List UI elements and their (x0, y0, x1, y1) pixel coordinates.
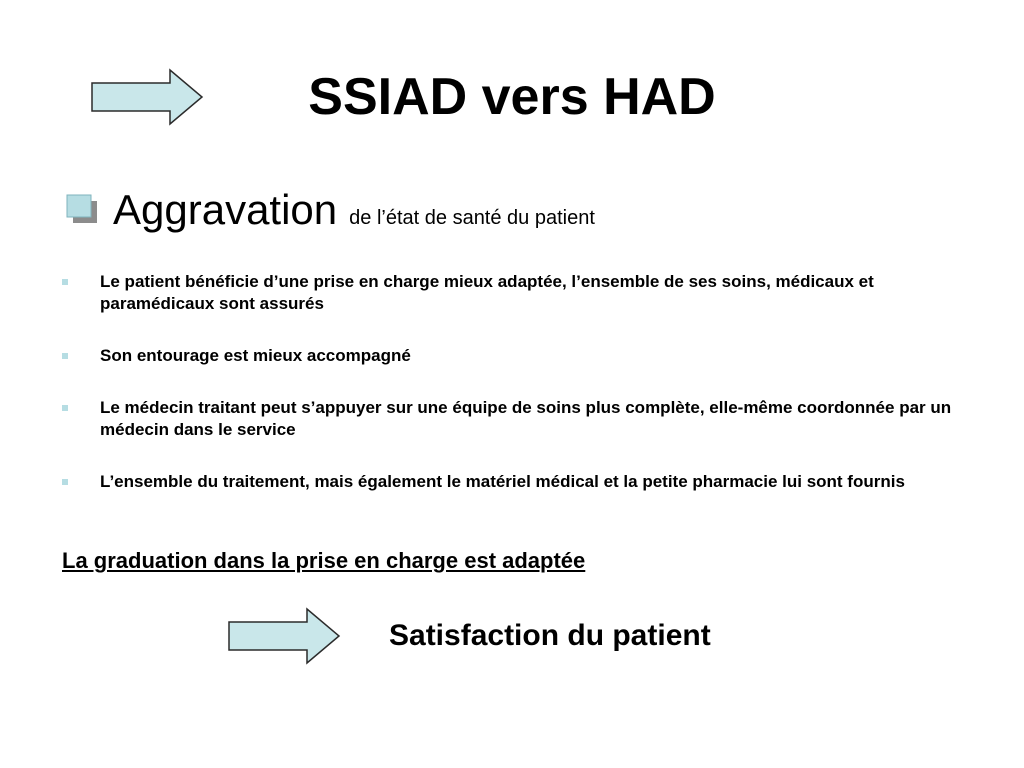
section-heading (65, 182, 595, 238)
list-item-text: Le médecin traitant peut s’appuyer sur une équipe de soins plus complète, elle-même coordonnée par un médecin dans le service (100, 398, 952, 439)
slide-title: SSIAD vers HAD (308, 68, 716, 126)
square-bullet-icon (62, 353, 68, 359)
bullet-list (62, 271, 962, 523)
right-arrow-icon (227, 607, 341, 665)
heading-sub-text: de l’état de santé du patient (349, 207, 595, 229)
list-item (62, 397, 962, 441)
heading-main-text: Aggravation (113, 186, 338, 233)
square-bullet-icon (62, 405, 68, 411)
list-item (62, 271, 962, 315)
list-item-text: Son entourage est mieux accompagné (100, 346, 411, 365)
conclusion-text: Satisfaction du patient (389, 619, 711, 652)
list-item (62, 471, 962, 493)
list-item (62, 345, 962, 367)
checkbox-bullet-icon (65, 193, 99, 225)
square-bullet-icon (62, 279, 68, 285)
list-item-text: Le patient bénéficie d’une prise en charge mieux adaptée, l’ensemble de ses soins, médicaux et paramédicaux sont assurés (100, 272, 874, 313)
graduation-statement: La graduation dans la prise en charge est adaptée (62, 548, 586, 573)
square-bullet-icon (62, 479, 68, 485)
list-item-text: L’ensemble du traitement, mais également le matériel médical et la petite pharmacie lui sont fournis (100, 472, 905, 491)
